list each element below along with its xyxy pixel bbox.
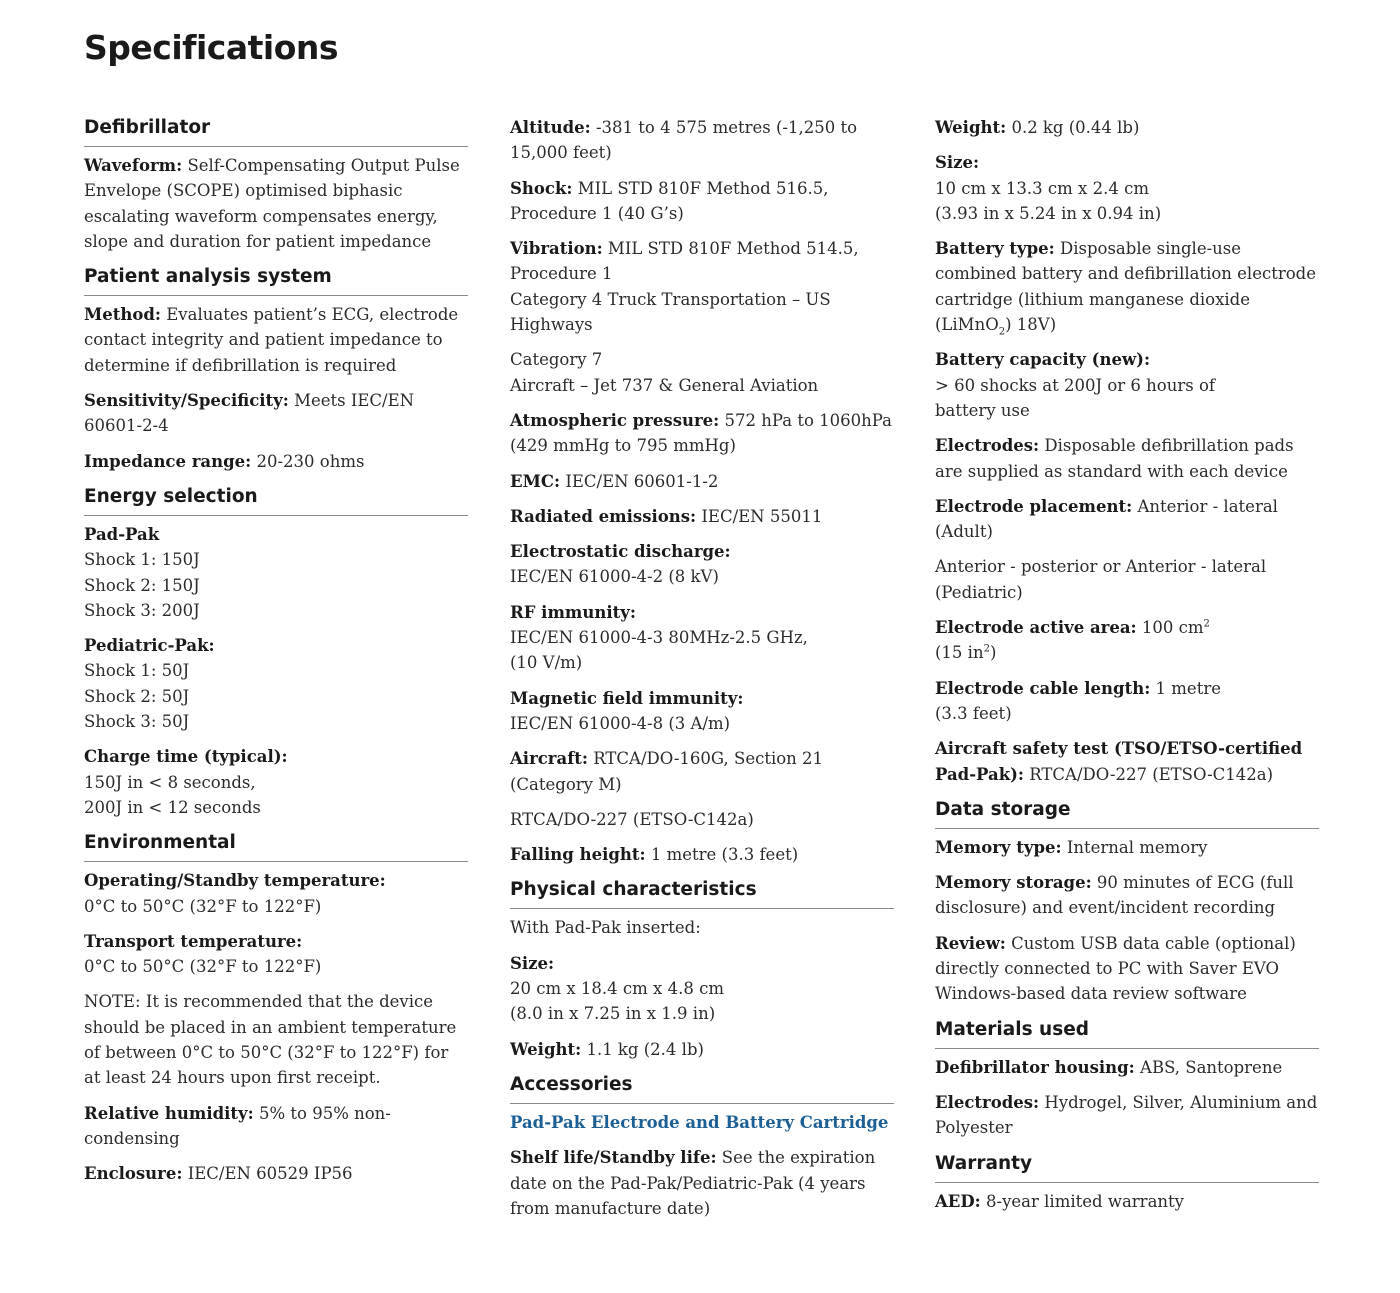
spec-electrode-materials: Electrodes: Hydrogel, Silver, Aluminium and Polyester xyxy=(935,1092,1318,1138)
spec-note: NOTE: It is recommended that the device should be placed in an ambient temperature of between 0°C to 50°C (32°F to 122°F) for at least 24 hours upon first receipt. xyxy=(84,992,457,1088)
column-3 xyxy=(935,115,1319,1224)
spec-aircraft-2: RTCA/DO-227 (ETSO-C142a) xyxy=(510,809,754,829)
spec-esd: Electrostatic discharge: IEC/EN 61000-4-2 (8 kV) xyxy=(510,542,731,587)
spec-with-padpak: With Pad-Pak inserted: xyxy=(510,918,701,938)
spec-battery-capacity: Battery capacity (new): > 60 shocks at 200J or 6 hours of battery use xyxy=(935,350,1215,420)
spec-emc: EMC: IEC/EN 60601-1-2 xyxy=(510,471,719,491)
spec-waveform: Waveform: Self-Compensating Output Pulse Envelope (SCOPE) optimised biphasic escalating waveform compensates energy, slope and duration for patient impedance xyxy=(84,156,460,251)
spec-charge-time: Charge time (typical): 150J in < 8 seconds, 200J in < 12 seconds xyxy=(84,747,288,817)
spec-shock: Shock: MIL STD 810F Method 516.5, Procedure 1 (40 G’s) xyxy=(510,178,829,223)
spec-enclosure: Enclosure: IEC/EN 60529 IP56 xyxy=(84,1164,353,1184)
spec-housing: Defibrillator housing: ABS, Santoprene xyxy=(935,1057,1283,1077)
spec-transport-temp: Transport temperature: 0°C to 50°C (32°F to 122°F) xyxy=(84,931,322,977)
accessory-padpak-link: Pad-Pak Electrode and Battery Cartridge xyxy=(510,1112,889,1132)
section-heading-physical: Physical characteristics xyxy=(510,877,894,909)
column-1 xyxy=(84,115,468,1197)
spec-cartridge-weight: Weight: 0.2 kg (0.44 lb) xyxy=(935,118,1140,137)
section-heading-warranty: Warranty xyxy=(935,1151,1319,1183)
spec-humidity: Relative humidity: 5% to 95% non-condensing xyxy=(84,1103,391,1148)
spec-memory-type: Memory type: Internal memory xyxy=(935,837,1208,857)
spec-battery-type: Battery type: Disposable single-use combined battery and defibrillation electrode cartridge (lithium manganese dioxide (LiMnO$_2$) 18V) xyxy=(935,239,1316,338)
spec-aircraft: Aircraft: RTCA/DO-160G, Section 21 (Category M) xyxy=(510,749,824,794)
page-title: Specifications xyxy=(84,28,339,67)
spec-review: Review: Custom USB data cable (optional) directly connected to PC with Saver EVO Windows-based data review software xyxy=(935,933,1296,1004)
spec-altitude: Altitude: -381 to 4 575 metres (-1,250 to 15,000 feet) xyxy=(510,118,858,163)
spec-category-7: Category 7 Aircraft – Jet 737 & General Aviation xyxy=(510,350,819,395)
spec-weight: Weight: 1.1 kg (2.4 lb) xyxy=(510,1039,704,1059)
spec-electrode-placement: Electrode placement: Anterior - lateral (Adult) xyxy=(935,496,1278,542)
spec-cable-length: Electrode cable length: 1 metre (3.3 feet) xyxy=(935,678,1221,723)
spec-radiated: Radiated emissions: IEC/EN 55011 xyxy=(510,506,823,526)
spec-warranty: AED: 8-year limited warranty xyxy=(935,1191,1184,1211)
spec-pediatric-energy: Pediatric-Pak: Shock 1: 50J Shock 2: 50J Shock 3: 50J xyxy=(84,636,215,732)
spec-sensitivity: Sensitivity/Specificity: Meets IEC/EN 60601-2-4 xyxy=(84,391,415,436)
spec-aircraft-safety: Aircraft safety test (TSO/ETSO-certified Pad-Pak): RTCA/DO-227 (ETSO-C142a) xyxy=(935,739,1303,784)
spec-cartridge-size: Size: 10 cm x 13.3 cm x 2.4 cm (3.93 in x 5.24 in x 0.94 in) xyxy=(935,153,1162,223)
spec-rf-immunity: RF immunity: IEC/EN 61000-4-3 80MHz-2.5 GHz, (10 V/m) xyxy=(510,602,808,673)
spec-operating-temp: Operating/Standby temperature: 0°C to 50°C (32°F to 122°F) xyxy=(84,871,386,916)
section-heading-environmental: Environmental xyxy=(84,830,468,862)
section-heading-patient-analysis: Patient analysis system xyxy=(84,264,468,296)
spec-magnetic: Magnetic field immunity: IEC/EN 61000-4-8 (3 A/m) xyxy=(510,688,744,733)
spec-padpak-energy: Pad-Pak Shock 1: 150J Shock 2: 150J Shock 3: 200J xyxy=(84,524,200,620)
spec-electrodes: Electrodes: Disposable defibrillation pads are supplied as standard with each device xyxy=(935,436,1294,481)
spec-method: Method: Evaluates patient’s ECG, electrode contact integrity and patient impedance to determine if defibrillation is required xyxy=(84,305,459,375)
spec-falling-height: Falling height: 1 metre (3.3 feet) xyxy=(510,845,799,865)
spec-atmospheric: Atmospheric pressure: 572 hPa to 1060hPa (429 mmHg to 795 mmHg) xyxy=(510,410,892,456)
spec-shelf-life: Shelf life/Standby life: See the expiration date on the Pad-Pak/Pediatric-Pak (4 years from manufacture date) xyxy=(510,1148,876,1218)
section-heading-accessories: Accessories xyxy=(510,1072,894,1104)
spec-size: Size: 20 cm x 18.4 cm x 4.8 cm (8.0 in x 7.25 in x 1.9 in) xyxy=(510,953,724,1024)
column-2 xyxy=(510,115,894,1231)
section-heading-energy: Energy selection xyxy=(84,484,468,516)
spec-impedance: Impedance range: 20-230 ohms xyxy=(84,451,365,471)
spec-electrode-placement-2: Anterior - posterior or Anterior - lateral (Pediatric) xyxy=(935,557,1267,602)
section-heading-defibrillator: Defibrillator xyxy=(84,115,468,147)
spec-electrode-area: Electrode active area: 100 $cm^2$ (15 $in^2$) xyxy=(935,618,1210,663)
section-heading-materials: Materials used xyxy=(935,1017,1319,1049)
spec-memory-storage: Memory storage: 90 minutes of ECG (full disclosure) and event/incident recording xyxy=(935,873,1294,918)
spec-vibration: Vibration: MIL STD 810F Method 514.5, Procedure 1 Category 4 Truck Transportation – US Highways xyxy=(510,239,859,335)
section-heading-data-storage: Data storage xyxy=(935,797,1319,829)
